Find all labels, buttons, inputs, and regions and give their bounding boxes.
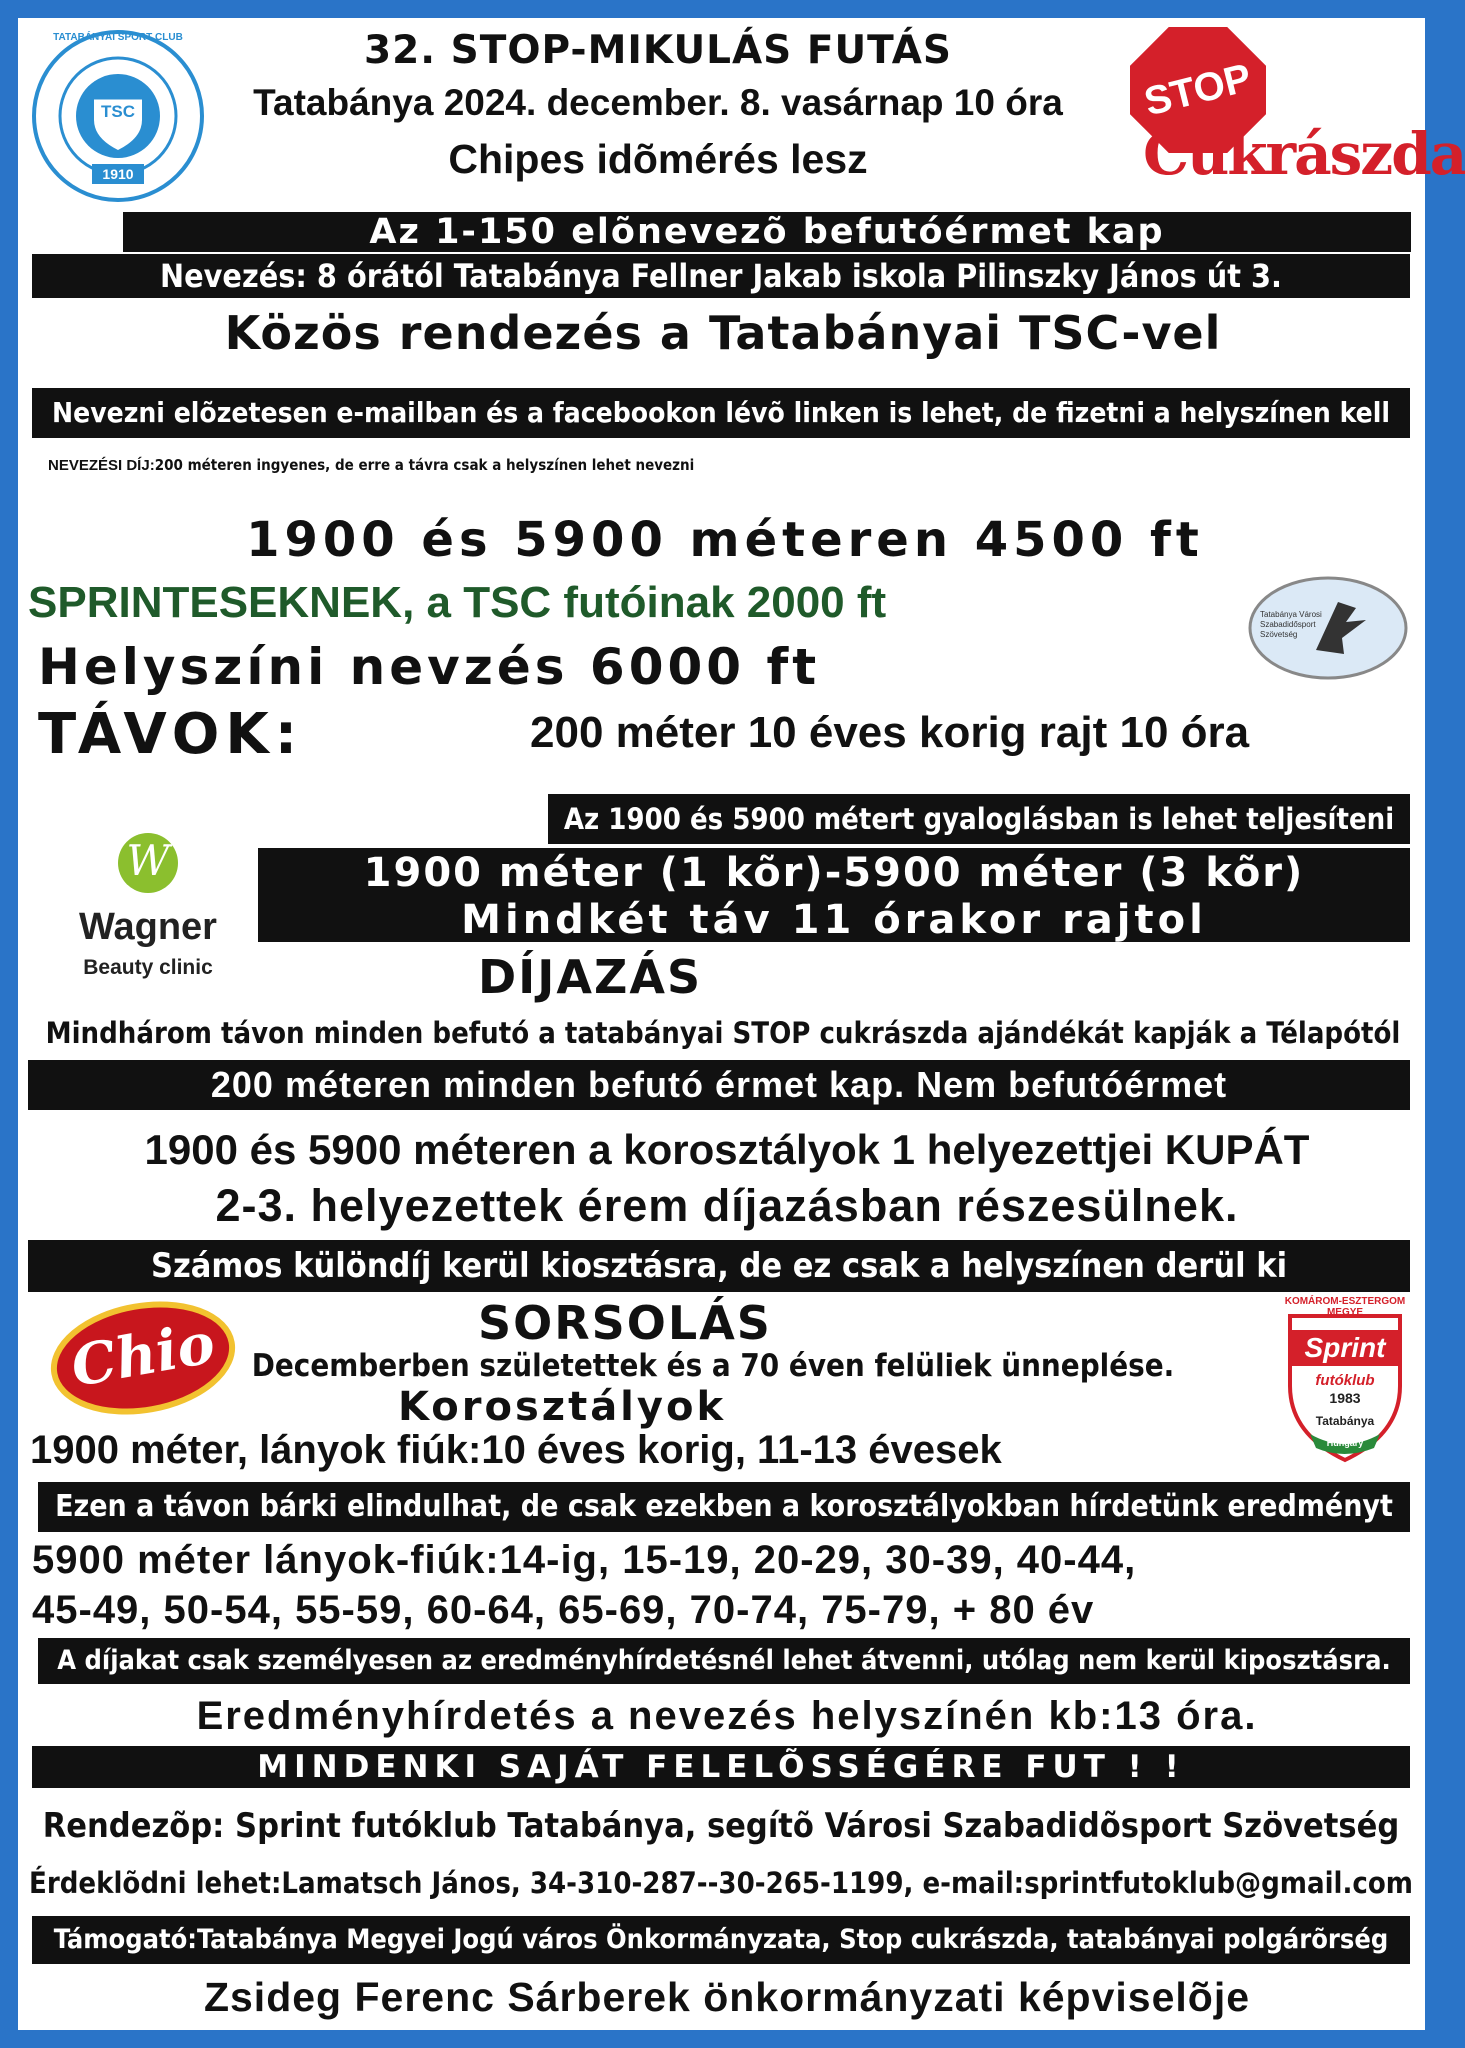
wagner-name: Wagner <box>79 906 217 948</box>
medal-200m-bar: 200 méteren minden befutó érmet kap. Nem befutóérmet <box>28 1060 1410 1110</box>
sprint-country: Hungary <box>1326 1438 1364 1448</box>
chip-timing: Chipes idõmérés lesz <box>448 136 868 182</box>
contact-line: Érdeklõdni lehet:Lamatsch János, 34-310-287--30-265-1199, e-mail:sprintfutoklub@gmail.com <box>29 1866 1413 1900</box>
special-prizes-bar: Számos különdíj kerül kiosztásra, de ez csak a helyszínen derül ki <box>28 1240 1410 1292</box>
event-date: Tatabánya 2024. december. 8. vasárnap 10 óra <box>253 82 1063 123</box>
age-groups-title: Korosztályok <box>398 1384 727 1430</box>
entry-fee-label: NEVEZÉSI DÍJ: <box>48 457 155 474</box>
onsite-entry-fee: Helyszíni nevzés 6000 ft <box>38 638 821 696</box>
sprint-sub: futóklub <box>1315 1372 1375 1389</box>
sprint-name: Sprint <box>1304 1332 1386 1363</box>
distances-label: TÁVOK: <box>38 702 304 767</box>
age-groups-5900m-b: 45-49, 50-54, 55-59, 60-64, 65-69, 70-74, 75-79, + 80 év <box>32 1588 1095 1632</box>
age-groups-1900m: 1900 méter, lányok fiúk:10 éves korig, 11-13 évesek <box>30 1428 1002 1472</box>
chio-logo <box>48 1298 238 1418</box>
early-entry-medal-bar: Az 1-150 elõnevezõ befutóérmet kap <box>123 212 1411 252</box>
results-announcement: Eredményhírdetés a nevezés helyszínén kb:13 óra. <box>196 1694 1258 1738</box>
walking-allowed-bar: Az 1900 és 5900 métert gyaloglásban is lehet teljesíteni <box>548 794 1410 844</box>
wagner-mark: W <box>126 836 170 885</box>
age-groups-5900m-a: 5900 méter lányok-fiúk:14-ig, 15-19, 20-29, 30-39, 40-44, <box>32 1538 1137 1582</box>
poster <box>18 18 1465 2030</box>
sprint-county: KOMÁROM-ESZTERGOM MEGYE <box>1284 1296 1406 1318</box>
sprint-futoklub-logo <box>1280 1294 1410 1464</box>
tsc-year-text: 1910 <box>102 166 134 182</box>
draw-title: SORSOLÁS <box>478 1296 772 1350</box>
event-title: 32. STOP-MIKULÁS FUTÁS <box>364 28 952 73</box>
main-entry-fee: 1900 és 5900 méteren 4500 ft <box>246 512 1204 568</box>
entry-fee-line <box>48 456 1418 474</box>
anyone-can-start-bar: Ezen a távon bárki elindulhat, de csak ezekben a korosztályokban hírdetünk eredményt <box>38 1482 1410 1532</box>
sprint-fee: SPRINTESEKNEK, a TSC futóinak 2000 ft <box>28 578 887 627</box>
tsc-center-text: TSC <box>101 102 135 121</box>
stop-sign-text: STOP <box>1140 55 1256 125</box>
medal-2-3-line: 2-3. helyezettek érem díjazásban részesülnek. <box>215 1180 1239 1231</box>
draw-text: Decemberben születettek és a 70 éven felüliek ünneplése. <box>251 1348 1175 1384</box>
gift-line: Mindhárom távon minden befutó a tatabányai STOP cukrászda ajándékát kapják a Télapótól <box>45 1016 1401 1050</box>
cup-line: 1900 és 5900 méteren a korosztályok 1 helyezettjei KUPÁT <box>144 1126 1310 1173</box>
laps-bar: 1900 méter (1 kõr)-5900 méter (3 kõr) <box>258 848 1410 898</box>
entry-location-bar: Nevezés: 8 órától Tatabánya Fellner Jakab iskola Pilinszky János út 3. <box>32 254 1410 298</box>
footer-representative: Zsideg Ferenc Sárberek önkormányzati képviselõje <box>203 1974 1251 2020</box>
wagner-logo <box>38 828 258 998</box>
entry-fee-text: 200 méteren ingyenes, de erre a távra csak a helyszínen lehet nevezni <box>154 456 695 474</box>
sprint-year: 1983 <box>1329 1390 1361 1406</box>
distances-text: 200 méter 10 éves korig rajt 10 óra <box>530 708 1250 757</box>
joint-organization: Közös rendezés a Tatabányai TSC-vel <box>224 306 1222 360</box>
chio-text: Chio <box>66 1310 220 1400</box>
varosi-szabadidosport-logo <box>1246 572 1410 684</box>
tsc-ring-text: TATABÁNYAI SPORT CLUB <box>53 32 183 43</box>
tsc-logo <box>30 28 206 204</box>
varosi-logo-text: Tatabánya Városi Szabadidősport Szövetség <box>1260 610 1322 639</box>
organizer-line: Rendezõp: Sprint futóklub Tatabánya, segítõ Városi Szabadidõsport Szövetség <box>42 1806 1400 1846</box>
pre-registration-bar: Nevezni elõzetesen e-mailban és a facebookon lévõ linken is lehet, de fizetni a helyszínen kell <box>32 388 1410 438</box>
cukraszda-text: Cukrászda <box>1143 120 1465 188</box>
sponsors-bar: Támogató:Tatabánya Megyei Jogú város Önkormányzata, Stop cukrászda, tatabányai polgárõrség <box>32 1916 1410 1964</box>
stop-cukraszda-logo <box>1103 20 1465 210</box>
wagner-subtitle: Beauty clinic <box>83 956 213 979</box>
prizes-title: DÍJAZÁS <box>478 950 703 1004</box>
start-time-bar: Mindkét táv 11 órakor rajtol <box>258 898 1410 942</box>
sprint-city: Tatabánya <box>1315 1414 1375 1428</box>
prize-pickup-bar: A díjakat csak személyesen az eredményhírdetésnél lehet átvenni, utólag nem kerül kiposztásra. <box>38 1638 1410 1684</box>
own-risk-bar: MINDENKI SAJÁT FELELÕSSÉGÉRE FUT ! ! <box>32 1746 1410 1788</box>
